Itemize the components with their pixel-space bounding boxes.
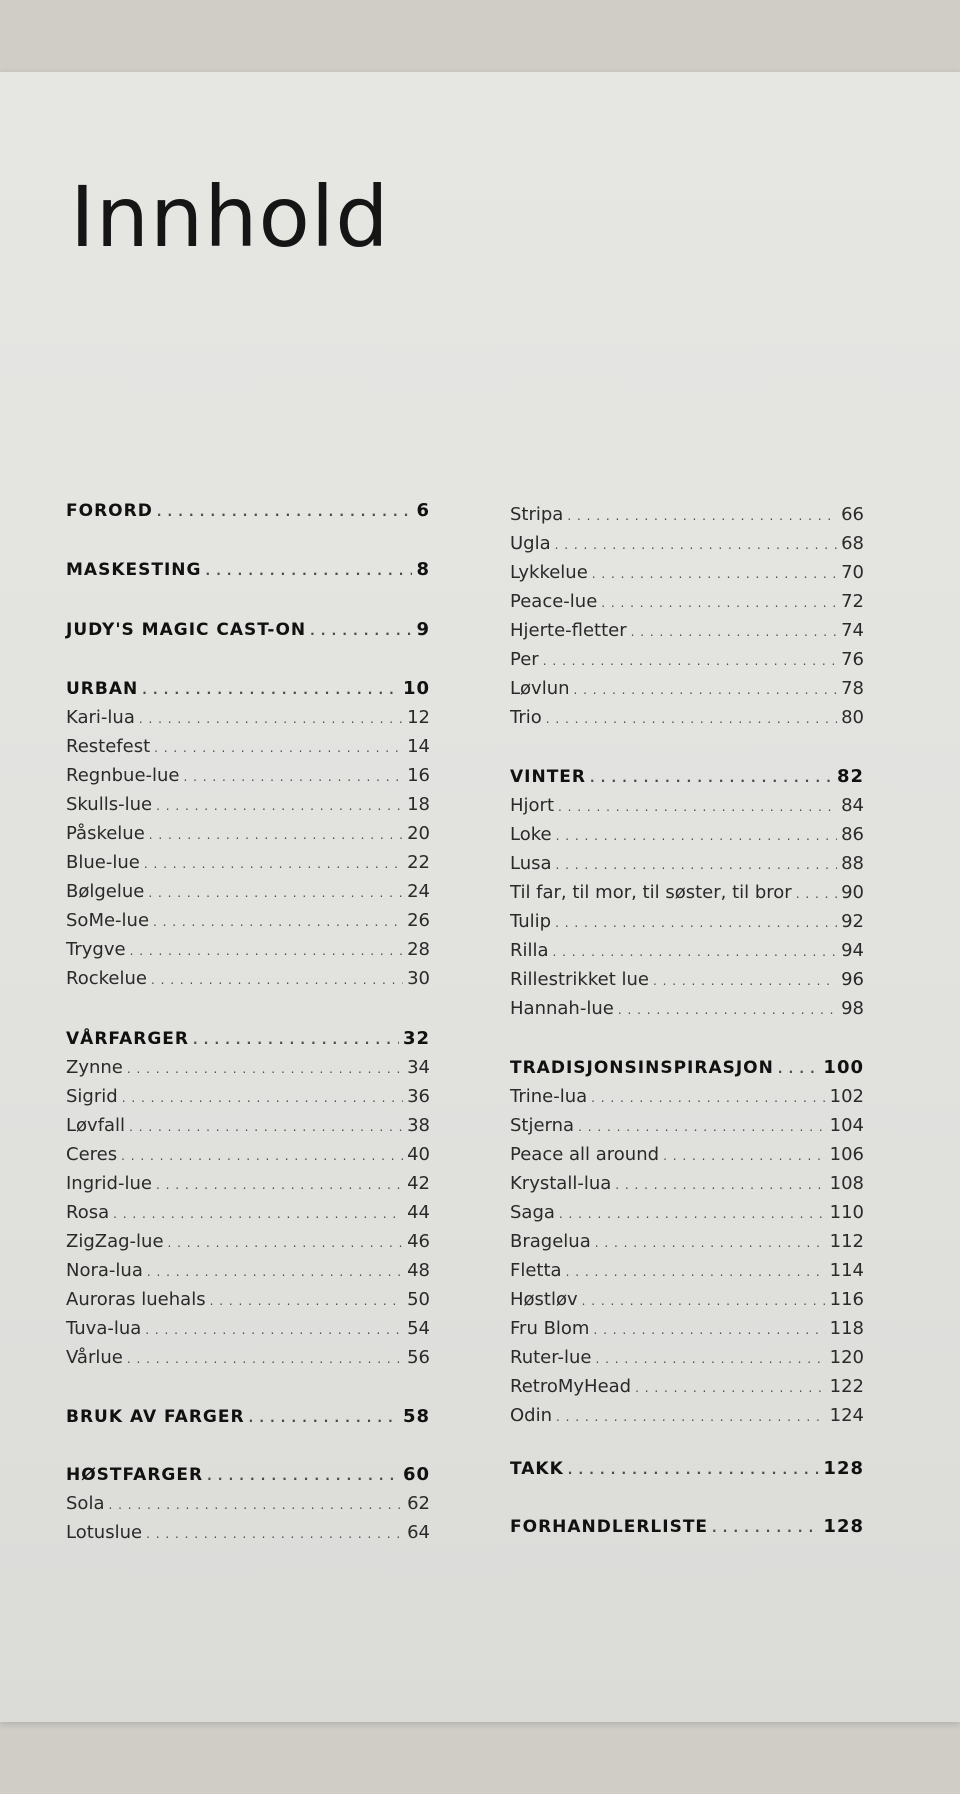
dot-leader: [145, 1318, 403, 1339]
dot-leader: [144, 852, 403, 873]
dot-leader: [559, 1202, 826, 1223]
toc-entry-title: FORORD: [66, 501, 153, 521]
dot-leader: [148, 881, 403, 902]
toc-entry-title: Lotuslue: [66, 1522, 143, 1543]
dot-leader: [193, 1029, 399, 1049]
toc-section-entry: [510, 1516, 864, 1540]
toc-entry-title: Auroras luehals: [66, 1289, 206, 1310]
dot-leader: [184, 765, 404, 786]
toc-section-entry: [510, 1057, 864, 1081]
toc-entry-title: Regnbue-lue: [66, 765, 180, 786]
toc-entry-title: Høstløv: [510, 1289, 578, 1310]
toc-page-number: 128: [823, 1458, 864, 1479]
toc-page-number: 16: [407, 765, 430, 786]
dot-leader: [555, 911, 837, 932]
toc-entry: [66, 1289, 430, 1313]
toc-page-number: 32: [402, 1028, 430, 1049]
toc-entry-title: Lykkelue: [510, 562, 588, 583]
toc-entry-title: Fletta: [510, 1260, 562, 1281]
dot-leader: [796, 882, 837, 903]
toc-entry-title: Odin: [510, 1405, 553, 1426]
toc-page-number: 48: [407, 1260, 430, 1281]
toc-entry: [510, 1144, 864, 1168]
toc-entry-title: RetroMyHead: [510, 1376, 632, 1397]
toc-page-number: 92: [841, 911, 864, 932]
toc-page-number: 50: [407, 1289, 430, 1310]
dot-leader: [556, 853, 838, 874]
toc-page-number: 34: [407, 1057, 430, 1078]
toc-page-number: 28: [407, 939, 430, 960]
dot-leader: [663, 1144, 826, 1165]
toc-section-entry: [66, 678, 430, 702]
dot-leader: [310, 620, 412, 640]
toc-section-entry: [66, 500, 430, 524]
toc-entry-title: BRUK AV FARGER: [66, 1407, 245, 1427]
toc-entry-title: Til far, til mor, til søster, til bror: [510, 882, 792, 903]
toc-page-number: 8: [416, 559, 430, 580]
dot-leader: [127, 1057, 403, 1078]
toc-entry: [510, 940, 864, 964]
dot-leader: [582, 1289, 826, 1310]
toc-page-number: 46: [407, 1231, 430, 1252]
toc-entry: [66, 852, 430, 876]
toc-page-number: 14: [407, 736, 430, 757]
toc-entry-title: Løvlun: [510, 678, 570, 699]
dot-leader: [210, 1289, 404, 1310]
toc-entry: [66, 1202, 430, 1226]
toc-entry-title: Skulls-lue: [66, 794, 153, 815]
toc-section-entry: [66, 619, 430, 643]
dot-leader: [139, 707, 403, 728]
toc-entry-title: Rockelue: [66, 968, 147, 989]
toc-entry-title: Zynne: [66, 1057, 123, 1078]
toc-entry: [510, 707, 864, 731]
toc-entry-title: MASKESTING: [66, 560, 202, 580]
toc-page-number: 94: [841, 940, 864, 961]
toc-entry-title: Blue-lue: [66, 852, 140, 873]
toc-entry-title: SoMe-lue: [66, 910, 150, 931]
toc-entry-title: Rosa: [66, 1202, 110, 1223]
dot-leader: [778, 1058, 820, 1078]
dot-leader: [129, 1115, 403, 1136]
toc-page-number: 100: [823, 1057, 864, 1078]
dot-leader: [147, 1260, 403, 1281]
toc-entry-title: Ingrid-lue: [66, 1173, 152, 1194]
dot-leader: [555, 533, 837, 554]
toc-page-number: 82: [836, 766, 864, 787]
toc-page-number: 54: [407, 1318, 430, 1339]
toc-entry: [510, 1202, 864, 1226]
dot-leader: [122, 1086, 403, 1107]
toc-page-number: 70: [841, 562, 864, 583]
toc-page-number: 74: [841, 620, 864, 641]
toc-section-entry: [66, 1406, 430, 1430]
toc-page-number: 42: [407, 1173, 430, 1194]
toc-entry-title: Lusa: [510, 853, 552, 874]
dot-leader: [567, 504, 837, 525]
dot-leader: [157, 501, 413, 521]
toc-entry-title: Løvfall: [66, 1115, 126, 1136]
toc-entry: [66, 1493, 430, 1517]
toc-entry: [66, 707, 430, 731]
toc-entry: [510, 1231, 864, 1255]
toc-entry-title: JUDY'S MAGIC CAST-ON: [66, 620, 307, 640]
toc-page-number: 12: [407, 707, 430, 728]
toc-entry-title: Sola: [66, 1493, 105, 1514]
toc-entry: [510, 969, 864, 993]
toc-entry-title: Ugla: [510, 533, 551, 554]
dot-leader: [156, 1173, 403, 1194]
toc-page-number: 78: [841, 678, 864, 699]
toc-page-number: 86: [841, 824, 864, 845]
toc-entry-title: Stripa: [510, 504, 564, 525]
toc-entry: [510, 1260, 864, 1284]
dot-leader: [558, 795, 837, 816]
toc-page-number: 98: [841, 998, 864, 1019]
toc-entry-title: Ceres: [66, 1144, 118, 1165]
toc-page-number: 66: [841, 504, 864, 525]
toc-entry: [66, 1522, 430, 1546]
toc-entry: [510, 795, 864, 819]
toc-page-number: 88: [841, 853, 864, 874]
toc-entry: [66, 1115, 430, 1139]
toc-entry-title: Bragelua: [510, 1231, 591, 1252]
toc-entry-title: Saga: [510, 1202, 555, 1223]
dot-leader: [574, 678, 838, 699]
dot-leader: [142, 679, 399, 699]
dot-leader: [556, 824, 838, 845]
toc-page-number: 118: [829, 1318, 864, 1339]
dot-leader: [593, 1318, 825, 1339]
toc-page-number: 9: [416, 619, 430, 640]
dot-leader: [108, 1493, 403, 1514]
toc-page-number: 128: [823, 1516, 864, 1537]
toc-page-number: 30: [407, 968, 430, 989]
toc-entry-title: Bølgelue: [66, 881, 145, 902]
toc-page-number: 6: [416, 500, 430, 521]
toc-page-number: 102: [829, 1086, 864, 1107]
toc-page-number: 64: [407, 1522, 430, 1543]
toc-entry-title: URBAN: [66, 679, 139, 699]
toc-entry: [510, 620, 864, 644]
dot-leader: [207, 1465, 399, 1485]
toc-entry: [510, 562, 864, 586]
toc-entry: [510, 678, 864, 702]
dot-leader: [156, 794, 403, 815]
dot-leader: [578, 1115, 826, 1136]
toc-entry-title: VINTER: [510, 767, 587, 787]
toc-entry: [510, 1115, 864, 1139]
toc-entry: [510, 649, 864, 673]
toc-section-entry: [510, 766, 864, 790]
toc-page-number: 106: [829, 1144, 864, 1165]
toc-entry: [66, 765, 430, 789]
toc-entry-title: VÅRFARGER: [66, 1029, 189, 1049]
toc-entry: [510, 1086, 864, 1110]
toc-page-number: 22: [407, 852, 430, 873]
toc-page-number: 112: [829, 1231, 864, 1252]
toc-entry-title: Hjerte-fletter: [510, 620, 627, 641]
toc-entry-title: Ruter-lue: [510, 1347, 592, 1368]
toc-page-number: 58: [402, 1406, 430, 1427]
toc-entry-title: Rilla: [510, 940, 549, 961]
toc-entry: [510, 1173, 864, 1197]
toc-page-number: 60: [402, 1464, 430, 1485]
toc-entry-title: TRADISJONSINSPIRASJON: [510, 1058, 774, 1078]
toc-entry-title: Trine-lua: [510, 1086, 588, 1107]
toc-page-number: 44: [407, 1202, 430, 1223]
toc-entry: [510, 1318, 864, 1342]
toc-entry: [66, 881, 430, 905]
toc-page-number: 20: [407, 823, 430, 844]
toc-entry: [66, 968, 430, 992]
dot-leader: [154, 736, 403, 757]
dot-leader: [249, 1407, 399, 1427]
toc-page-number: 116: [829, 1289, 864, 1310]
toc-entry-title: Nora-lua: [66, 1260, 143, 1281]
dot-leader: [618, 998, 837, 1019]
toc-page-number: 10: [402, 678, 430, 699]
toc-entry: [66, 736, 430, 760]
toc-entry: [66, 1086, 430, 1110]
dot-leader: [591, 1086, 825, 1107]
toc-entry: [66, 1173, 430, 1197]
toc-entry: [510, 1405, 864, 1429]
dot-leader: [653, 969, 837, 990]
toc-page-number: 24: [407, 881, 430, 902]
toc-page-number: 84: [841, 795, 864, 816]
toc-section-entry: [66, 559, 430, 583]
toc-entry-title: Tulip: [510, 911, 552, 932]
toc-page-number: 72: [841, 591, 864, 612]
dot-leader: [712, 1517, 819, 1537]
toc-entry: [66, 823, 430, 847]
toc-entry-title: Stjerna: [510, 1115, 575, 1136]
toc-entry-title: Rillestrikket lue: [510, 969, 649, 990]
toc-entry: [510, 882, 864, 906]
toc-entry: [510, 1376, 864, 1400]
dot-leader: [153, 910, 403, 931]
dot-leader: [113, 1202, 403, 1223]
dot-leader: [149, 823, 403, 844]
dot-leader: [566, 1260, 826, 1281]
toc-entry: [510, 911, 864, 935]
toc-page-number: 26: [407, 910, 430, 931]
toc-page-number: 114: [829, 1260, 864, 1281]
toc-page-number: 56: [407, 1347, 430, 1368]
dot-leader: [205, 560, 412, 580]
toc-page-number: 96: [841, 969, 864, 990]
toc-entry-title: Peace all around: [510, 1144, 660, 1165]
toc-page-number: 104: [829, 1115, 864, 1136]
toc-entry: [66, 1057, 430, 1081]
toc-entry-title: Per: [510, 649, 539, 670]
dot-leader: [601, 591, 837, 612]
toc-entry-title: Påskelue: [66, 823, 145, 844]
toc-entry-title: Vårlue: [66, 1347, 123, 1368]
toc-entry-title: HØSTFARGER: [66, 1465, 204, 1485]
toc-entry-title: Krystall-lua: [510, 1173, 612, 1194]
page-title: Innhold: [70, 168, 390, 266]
toc-entry-title: Sigrid: [66, 1086, 118, 1107]
toc-section-entry: [510, 1458, 864, 1482]
toc-entry-title: Trio: [510, 707, 542, 728]
toc-entry: [510, 824, 864, 848]
toc-entry-title: Fru Blom: [510, 1318, 590, 1339]
dot-leader: [151, 968, 403, 989]
dot-leader: [543, 649, 837, 670]
toc-page-number: 36: [407, 1086, 430, 1107]
toc-entry-title: Peace-lue: [510, 591, 598, 612]
toc-entry: [66, 1231, 430, 1255]
toc-entry-title: Tuva-lua: [66, 1318, 142, 1339]
toc-page-number: 80: [841, 707, 864, 728]
toc-entry-title: Kari-lua: [66, 707, 135, 728]
toc-entry-title: Restefest: [66, 736, 151, 757]
dot-leader: [121, 1144, 403, 1165]
toc-page-number: 62: [407, 1493, 430, 1514]
toc-entry: [510, 533, 864, 557]
dot-leader: [635, 1376, 826, 1397]
toc-page-number: 122: [829, 1376, 864, 1397]
dot-leader: [168, 1231, 404, 1252]
toc-entry: [66, 939, 430, 963]
toc-page-number: 120: [829, 1347, 864, 1368]
dot-leader: [146, 1522, 403, 1543]
toc-entry: [510, 504, 864, 528]
toc-entry-title: TAKK: [510, 1459, 564, 1479]
dot-leader: [546, 707, 837, 728]
toc-page-number: 38: [407, 1115, 430, 1136]
toc-page-number: 68: [841, 533, 864, 554]
dot-leader: [127, 1347, 403, 1368]
toc-entry-title: Trygve: [66, 939, 126, 960]
toc-page-number: 110: [829, 1202, 864, 1223]
dot-leader: [568, 1459, 820, 1479]
dot-leader: [631, 620, 837, 641]
toc-entry: [66, 1144, 430, 1168]
toc-page-number: 90: [841, 882, 864, 903]
toc-entry: [510, 1289, 864, 1313]
toc-entry-title: ZigZag-lue: [66, 1231, 164, 1252]
toc-section-entry: [66, 1464, 430, 1488]
toc-entry-title: Loke: [510, 824, 552, 845]
toc-entry: [66, 1347, 430, 1371]
toc-page-number: 40: [407, 1144, 430, 1165]
toc-entry-title: Hjort: [510, 795, 555, 816]
toc-entry: [66, 910, 430, 934]
toc-entry: [66, 794, 430, 818]
dot-leader: [556, 1405, 826, 1426]
toc-entry: [510, 591, 864, 615]
toc-entry-title: Hannah-lue: [510, 998, 614, 1019]
toc-entry-title: FORHANDLERLISTE: [510, 1517, 709, 1537]
toc-page-number: 76: [841, 649, 864, 670]
dot-leader: [592, 562, 837, 583]
toc-entry: [510, 998, 864, 1022]
toc-page-number: 124: [829, 1405, 864, 1426]
toc-page-number: 18: [407, 794, 430, 815]
toc-entry: [66, 1318, 430, 1342]
dot-leader: [595, 1231, 826, 1252]
dot-leader: [595, 1347, 825, 1368]
dot-leader: [590, 767, 833, 787]
dot-leader: [615, 1173, 825, 1194]
dot-leader: [553, 940, 838, 961]
toc-entry: [510, 1347, 864, 1371]
toc-entry: [510, 853, 864, 877]
toc-page-number: 108: [829, 1173, 864, 1194]
toc-section-entry: [66, 1028, 430, 1052]
toc-entry: [66, 1260, 430, 1284]
dot-leader: [130, 939, 404, 960]
